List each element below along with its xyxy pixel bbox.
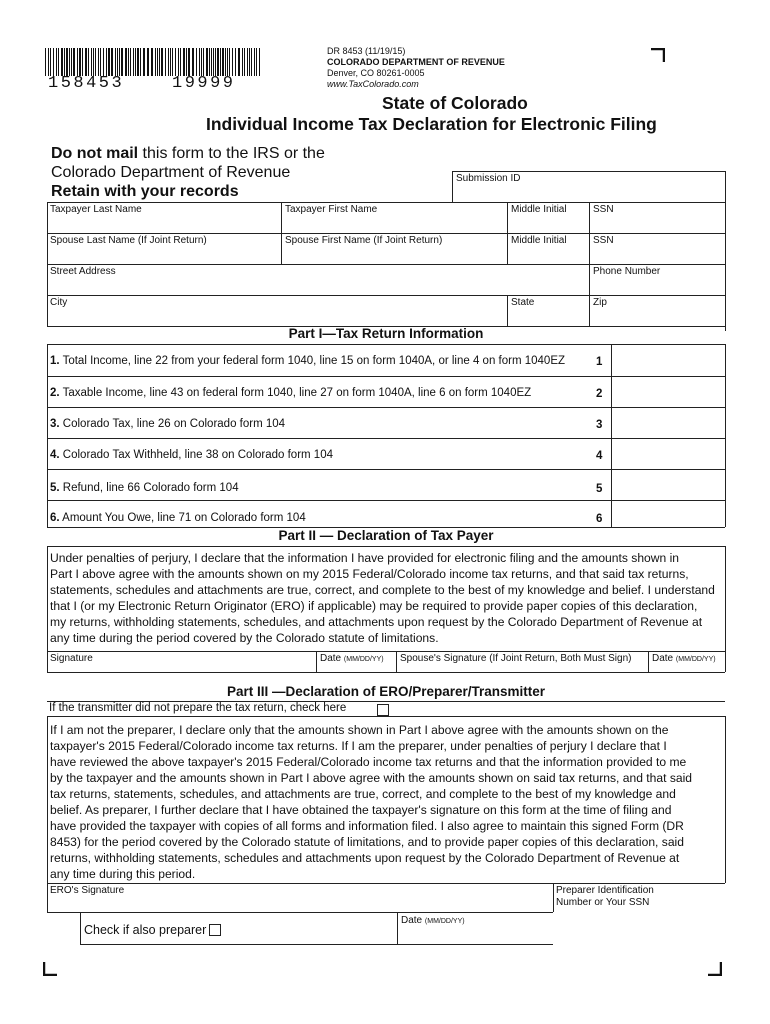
spouse-date-label: Date (MM/DD/YY)	[652, 653, 716, 664]
zip-field[interactable]	[590, 309, 724, 325]
city-field[interactable]	[48, 309, 506, 325]
corner-mark-bottom-right	[708, 962, 722, 976]
refund-field[interactable]	[612, 470, 724, 499]
taxpayer-middle-initial-label: Middle Initial	[511, 204, 567, 215]
title-line-1: State of Colorado	[382, 93, 528, 113]
spouse-first-name-label: Spouse First Name (If Joint Return)	[285, 235, 443, 246]
signature-field[interactable]	[48, 662, 315, 671]
spouse-middle-initial-field[interactable]	[508, 247, 588, 263]
transmitter-check-label: If the transmitter did not prepare the tax return, check here	[49, 702, 347, 714]
transmitter-checkbox[interactable]	[377, 704, 389, 716]
part1-box-1-number: 1	[596, 356, 603, 368]
part1-box-4-number: 4	[596, 450, 603, 462]
notice-bold: Do not mail	[51, 145, 139, 162]
part1-line-4: 4. Colorado Tax Withheld, line 38 on Colorado form 104	[50, 449, 333, 461]
agency-name: COLORADO DEPARTMENT OF REVENUE	[327, 57, 505, 67]
state-label: State	[511, 297, 535, 308]
preparer-id-field[interactable]	[554, 910, 724, 940]
spouse-middle-initial-label: Middle Initial	[511, 235, 567, 246]
spouse-last-name-label: Spouse Last Name (If Joint Return)	[50, 235, 207, 246]
spouse-ssn-label: SSN	[593, 235, 614, 246]
corner-mark-top-right	[651, 48, 665, 62]
part1-line-3: 3. Colorado Tax, line 26 on Colorado form 104	[50, 418, 286, 430]
taxpayer-ssn-label: SSN	[593, 204, 614, 215]
form-id: DR 8453 (11/19/15)	[327, 46, 406, 56]
notice-rest: this form to the IRS or the	[138, 145, 325, 162]
ero-signature-label: ERO's Signature	[50, 885, 125, 896]
spouse-first-name-field[interactable]	[282, 247, 506, 263]
spouse-date-field[interactable]	[649, 662, 724, 671]
ero-signature-field[interactable]	[48, 896, 552, 911]
street-address-field[interactable]	[48, 278, 588, 294]
barcode	[45, 48, 263, 76]
taxpayer-first-name-label: Taxpayer First Name	[285, 204, 378, 215]
agency-website: www.TaxColorado.com	[327, 79, 419, 89]
total-income-field[interactable]	[612, 345, 724, 375]
part1-box-3-number: 3	[596, 419, 603, 431]
taxable-income-field[interactable]	[612, 377, 724, 406]
part2-declaration: Under penalties of perjury, I declare that the information I have provided for electronic filing and the amounts shown in Part I above agree with the amounts shown on my 2015 Federal/Colorado income tax returns, and that said tax returns, statements, schedules and attachments are true, correct, and complete to the best of my knowledge and belief. I understand that I (or my Electronic Return Originator (ERO) if applicable) may be required to provide paper copies of this declaration, my returns, withholding statements, schedules, and attachments upon request by the Colorado Department of Revenue at any time during the period covered by the Colorado statute of limitations.	[50, 551, 715, 645]
spouse-signature-field[interactable]	[397, 662, 647, 671]
taxpayer-last-name-field[interactable]	[48, 216, 280, 232]
state-field[interactable]	[508, 309, 588, 325]
notice	[51, 144, 325, 201]
also-preparer-label: Check if also preparer	[84, 923, 207, 937]
part1-box-5-number: 5	[596, 483, 603, 495]
city-label: City	[50, 297, 68, 308]
phone-number-field[interactable]	[590, 278, 724, 294]
part2-heading: Part II — Declaration of Tax Payer	[278, 528, 494, 543]
notice-line-2: Colorado Department of Revenue	[51, 164, 291, 181]
notice-line-3: Retain with your records	[51, 183, 239, 200]
part3-declaration: If I am not the preparer, I declare only that the amounts shown in Part I above agree with the amounts shown on the taxpayer's 2015 Federal/Colorado income tax returns. If I am the preparer, under penalties of perjury I declare that I have reviewed the above taxpayer's 2015 Federal/Colorado income tax returns and that the information provided to me by the taxpayer and the amounts shown in Part I above agree with the amounts shown on said tax returns, and that said tax returns, statements, schedules, and attachments are true, correct, and complete to the best of my knowledge and belief. As preparer, I further declare that I have obtained the taxpayer's signature on this form at the time of filing and have provided the taxpayer with copies of all forms and information filed. I also agree to maintain this signed Form (DR 8453) for the period covered by the Colorado statute of limitations, and to provide paper copies of this declaration, said returns, withholding statements, schedules and attachments upon request by the Colorado Department of Revenue at any time during this period.	[50, 723, 693, 881]
taxpayer-middle-initial-field[interactable]	[508, 216, 588, 232]
spouse-last-name-field[interactable]	[48, 247, 280, 263]
ero-date-field[interactable]	[398, 928, 552, 943]
date-field[interactable]	[317, 662, 395, 671]
taxpayer-last-name-label: Taxpayer Last Name	[50, 204, 142, 215]
submission-id-field[interactable]	[453, 185, 724, 201]
zip-label: Zip	[593, 297, 607, 308]
corner-mark-bottom-left	[43, 962, 57, 976]
agency-block	[327, 46, 505, 90]
taxpayer-ssn-field[interactable]	[590, 216, 724, 232]
part1-box-6-number: 6	[596, 513, 603, 525]
barcode-number-left: 158453	[48, 74, 125, 93]
street-address-label: Street Address	[50, 266, 116, 277]
part1-line-2: 2. Taxable Income, line 43 on federal form 1040, line 27 on form 1040A, line 6 on form 1040EZ	[50, 387, 532, 399]
part1-line-1: 1. Total Income, line 22 from your federal form 1040, line 15 on form 1040A, or line 4 on form 1040EZ	[50, 355, 566, 367]
taxpayer-first-name-field[interactable]	[282, 216, 506, 232]
amount-owed-field[interactable]	[612, 501, 724, 526]
part1-line-6: 6. Amount You Owe, line 71 on Colorado form 104	[50, 512, 306, 524]
part1-heading: Part I—Tax Return Information	[288, 326, 484, 341]
title-line-2: Individual Income Tax Declaration for Electronic Filing	[206, 114, 657, 134]
colorado-tax-withheld-field[interactable]	[612, 439, 724, 468]
submission-id-label: Submission ID	[456, 173, 521, 184]
part1-box-2-number: 2	[596, 388, 603, 400]
colorado-tax-field[interactable]	[612, 408, 724, 437]
part1-line-5: 5. Refund, line 66 Colorado form 104	[50, 482, 239, 494]
also-preparer-checkbox[interactable]	[209, 924, 221, 936]
signature-label: Signature	[50, 653, 93, 664]
spouse-ssn-field[interactable]	[590, 247, 724, 263]
phone-number-label: Phone Number	[593, 266, 661, 277]
preparer-id-label: Preparer Identification Number or Your SSN	[556, 885, 654, 908]
spouse-signature-label: Spouse's Signature (If Joint Return, Both Must Sign)	[400, 653, 632, 664]
agency-address: Denver, CO 80261-0005	[327, 68, 425, 78]
date-label: Date (MM/DD/YY)	[320, 653, 384, 664]
barcode-number-right: 19999	[172, 74, 236, 93]
ero-date-label: Date (MM/DD/YY)	[401, 915, 465, 926]
part3-heading: Part III —Declaration of ERO/Preparer/Transmitter	[226, 684, 546, 699]
